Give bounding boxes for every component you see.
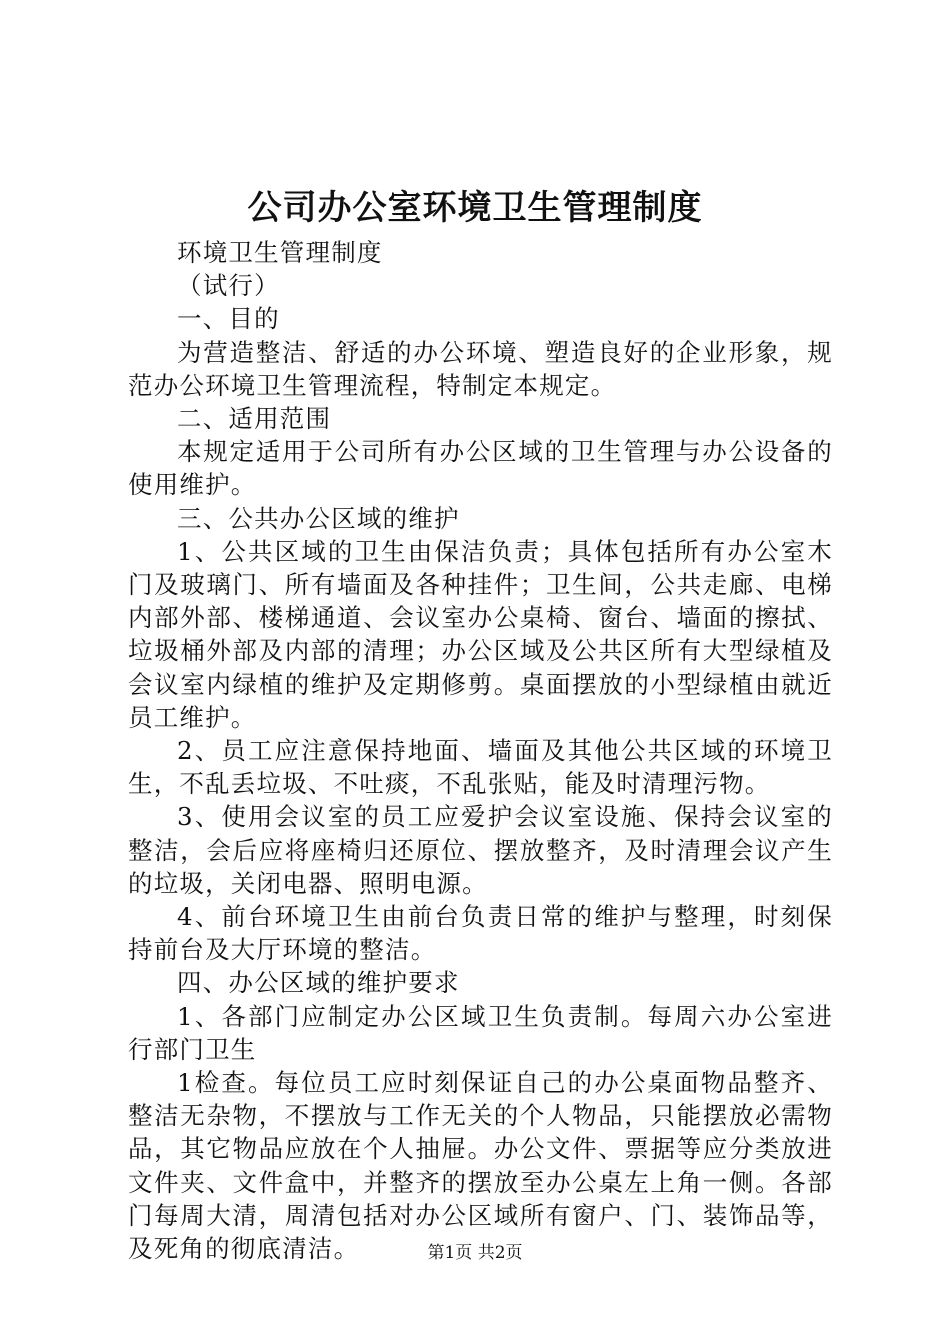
paragraph-office-area-1: 1、各部门应制定办公区域卫生负责制。每周六办公室进行部门卫生 xyxy=(128,1001,833,1064)
paragraph-purpose: 为营造整洁、舒适的办公环境、塑造良好的企业形象，规范办公环境卫生管理流程，特制定本规定。 xyxy=(128,337,833,400)
document-title: 公司办公室环境卫生管理制度 xyxy=(247,188,703,228)
paragraph-public-area-2: 2、员工应注意保持地面、墙面及其他公共区域的环境卫生，不乱丢垃圾、不吐痰，不乱张贴，能及时清理污物。 xyxy=(128,736,833,799)
heading-public-area: 三、公共办公区域的维护 xyxy=(177,503,460,533)
paragraph-public-area-4: 4、前台环境卫生由前台负责日常的维护与整理，时刻保持前台及大厅环境的整洁。 xyxy=(128,902,833,965)
paragraph-public-area-1: 1、公共区域的卫生由保洁负责；具体包括所有办公室木门及玻璃门、所有墙面及各种挂件；卫生间，公共走廊、电梯内部外部、楼梯通道、会议室办公桌椅、窗台、墙面的擦拭、垃圾桶外部及内部的清理；办公区域及公共区所有大型绿植及会议室内绿植的维护及定期修剪。桌面摆放的小型绿植由就近员工维护。 xyxy=(128,536,833,732)
heading-scope: 二、适用范围 xyxy=(177,404,332,434)
paragraph-public-area-3: 3、使用会议室的员工应爱护会议室设施、保持会议室的整洁，会后应将座椅归还原位、摆放整齐，及时清理会议产生的垃圾，关闭电器、照明电源。 xyxy=(128,802,833,898)
paragraph-trial-note: （试行） xyxy=(177,271,280,301)
document-body xyxy=(128,236,833,1265)
paragraph-scope: 本规定适用于公司所有办公区域的卫生管理与办公设备的使用维护。 xyxy=(128,437,833,500)
page-footer: 第1页 共2页 xyxy=(427,1243,523,1263)
heading-office-area: 四、办公区域的维护要求 xyxy=(177,968,460,998)
paragraph-office-area-2: 1检查。每位员工应时刻保证自己的办公桌面物品整齐、整洁无杂物，不摆放与工作无关的个人物品，只能摆放必需物品，其它物品应放在个人抽屉。办公文件、票据等应分类放进文件夹、文件盒中，并整齐的摆放至办公桌左上角一侧。各部门每周大清，周清包括对办公区域所有窗户、门、装饰品等，及死角的彻底清洁。 xyxy=(128,1068,833,1264)
paragraph-subtitle: 环境卫生管理制度 xyxy=(177,238,383,267)
heading-purpose: 一、目的 xyxy=(177,304,280,334)
